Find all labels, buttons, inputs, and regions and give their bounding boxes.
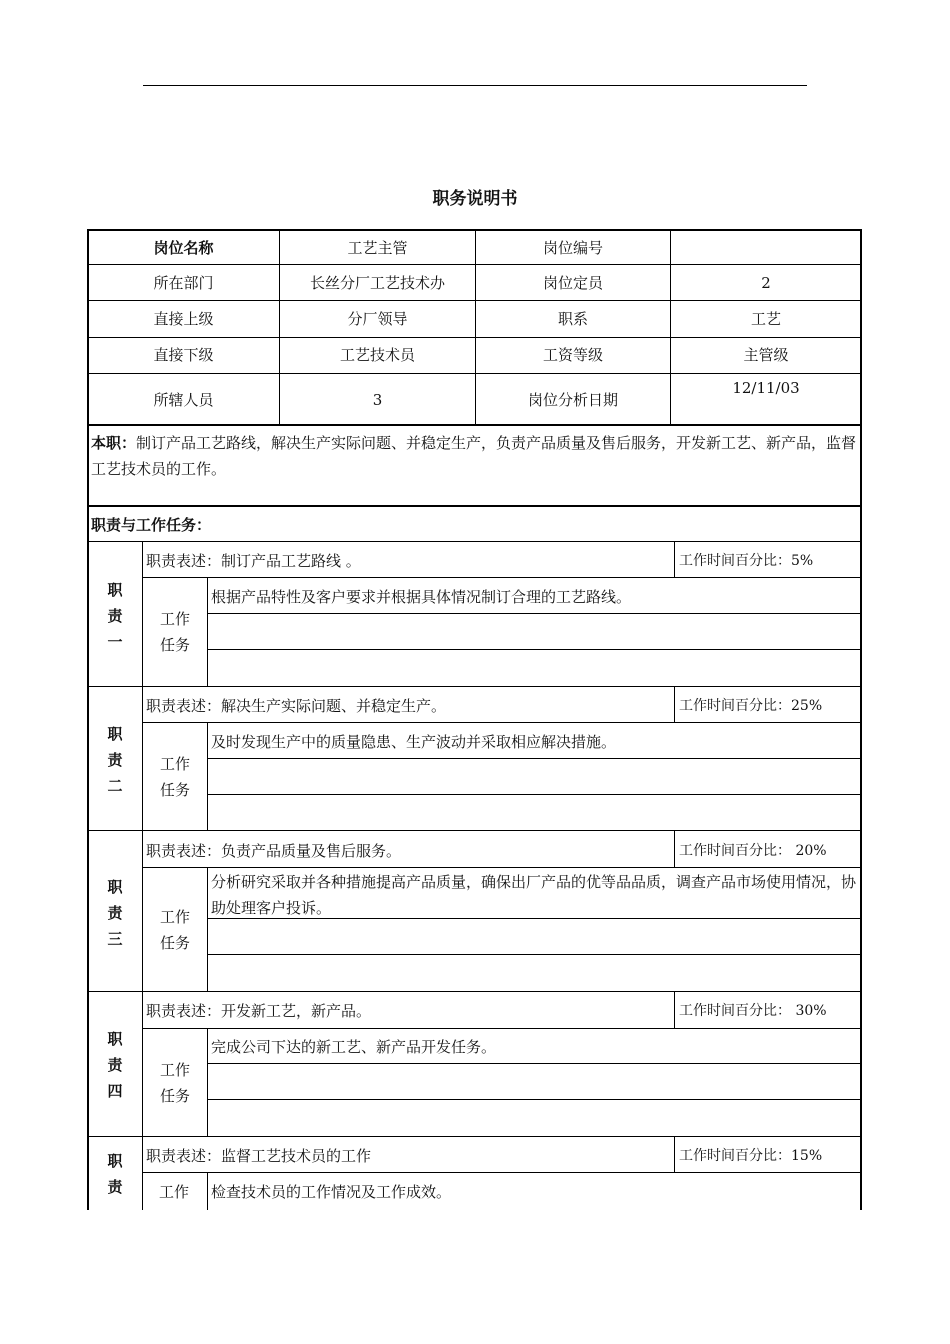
- grid-line: [88, 505, 861, 507]
- grid-line: [674, 1136, 675, 1172]
- label-analysis-date: 岗位分析日期: [527, 391, 618, 409]
- task-label: 工作 任务: [159, 755, 190, 799]
- grid-line: [207, 1172, 208, 1210]
- label-department: 所在部门: [153, 274, 214, 292]
- grid-line: [142, 541, 143, 1210]
- value-salary-grade: 主管级: [743, 346, 789, 364]
- grid-line: [674, 830, 675, 867]
- value-headcount: 2: [761, 274, 771, 292]
- grid-line: [142, 1172, 861, 1173]
- duty-time-percent: 工作时间百分比： 30%: [679, 1003, 827, 1019]
- grid-line: [88, 830, 861, 831]
- duty-name: 职 责 四: [107, 1030, 123, 1100]
- value-direct-subordinate: 工艺技术员: [339, 346, 415, 364]
- duty-task: 及时发现生产中的质量隐患、生产波动并采取相应解决措施。: [211, 733, 617, 751]
- grid-line: [207, 649, 861, 650]
- label-direct-superior: 直接上级: [153, 310, 214, 328]
- grid-line: [207, 722, 208, 830]
- value-direct-superior: 分厂领导: [347, 310, 408, 328]
- grid-line: [142, 867, 861, 868]
- task-label: 工作: [159, 1183, 190, 1201]
- grid-line: [207, 794, 861, 795]
- grid-line: [207, 918, 861, 919]
- value-department: 长丝分厂工艺技术办: [309, 274, 445, 292]
- value-position-name: 工艺主管: [347, 239, 408, 257]
- grid-line: [88, 686, 861, 687]
- summary-text: 制订产品工艺路线，解决生产实际问题、并稳定生产，负责产品质量及售后服务，开发新工艺、新产品，监督工艺技术员的工作。: [91, 434, 857, 478]
- label-headcount: 岗位定员: [542, 274, 603, 292]
- summary-block: [91, 430, 857, 482]
- label-position-code: 岗位编号: [542, 239, 603, 257]
- task-label: 工作 任务: [159, 1061, 190, 1105]
- duty-task: 完成公司下达的新工艺、新产品开发任务。: [211, 1038, 497, 1056]
- document-title: 职务说明书: [432, 189, 518, 209]
- value-analysis-date: 12/11/03: [732, 379, 800, 397]
- grid-line: [207, 954, 861, 955]
- duties-header: 职责与工作任务：: [91, 516, 212, 534]
- duty-description: 职责表述：解决生产实际问题、并稳定生产。: [146, 697, 447, 715]
- duty-time-percent: 工作时间百分比：5%: [679, 553, 814, 569]
- task-label: 工作 任务: [159, 908, 190, 952]
- duty-time-percent: 工作时间百分比：15%: [679, 1148, 823, 1164]
- grid-line: [88, 991, 861, 992]
- grid-line: [142, 577, 861, 578]
- summary-label: 本职：: [91, 434, 137, 452]
- grid-line: [674, 991, 675, 1028]
- duty-task: 检查技术员的工作情况及工作成效。: [211, 1183, 452, 1201]
- duty-description: 职责表述：负责产品质量及售后服务。: [146, 842, 402, 860]
- label-position-name: 岗位名称: [153, 239, 214, 257]
- duty-description: 职责表述：监督工艺技术员的工作: [146, 1147, 372, 1165]
- grid-line: [142, 722, 861, 723]
- grid-line: [207, 867, 208, 991]
- grid-line: [207, 1063, 861, 1064]
- duty-name: 职 责 二: [107, 725, 123, 795]
- duty-time-percent: 工作时间百分比：25%: [679, 698, 823, 714]
- duty-time-percent: 工作时间百分比： 20%: [679, 843, 827, 859]
- label-direct-subordinate: 直接下级: [153, 346, 214, 364]
- grid-line: [674, 541, 675, 577]
- label-job-family: 职系: [557, 310, 588, 328]
- grid-line: [142, 1028, 861, 1029]
- duty-name: 职 责 一: [107, 581, 123, 651]
- grid-line: [207, 613, 861, 614]
- value-job-family: 工艺: [750, 310, 781, 328]
- grid-line: [88, 541, 861, 542]
- label-salary-grade: 工资等级: [542, 346, 603, 364]
- grid-line: [88, 1136, 861, 1137]
- value-staff-managed: 3: [372, 391, 383, 409]
- grid-line: [207, 577, 208, 686]
- task-label: 工作 任务: [159, 610, 190, 654]
- duty-description: 职责表述：开发新工艺，新产品。: [146, 1002, 372, 1020]
- grid-line: [674, 686, 675, 722]
- duty-name: 职 责 三: [107, 878, 123, 948]
- duty-task: 分析研究采取并各种措施提高产品质量，确保出厂产品的优等品品质，调查产品市场使用情况，协助处理客户投诉。: [211, 873, 857, 917]
- duty-description: 职责表述：制订产品工艺路线 。: [146, 552, 361, 570]
- label-staff-managed: 所辖人员: [153, 391, 214, 409]
- grid-line: [207, 758, 861, 759]
- grid-line: [207, 1028, 208, 1136]
- duty-name: 职 责: [107, 1152, 123, 1196]
- grid-line: [207, 1099, 861, 1100]
- duty-task: 根据产品特性及客户要求并根据具体情况制订合理的工艺路线。: [211, 588, 632, 606]
- header-rule: [143, 85, 807, 86]
